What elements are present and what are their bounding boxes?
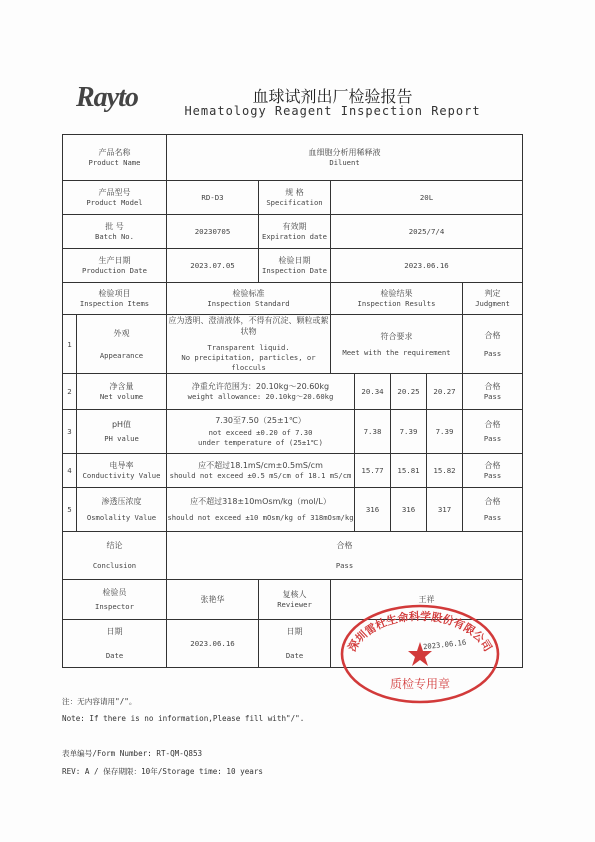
label-production-date: 生产日期 Production Date	[63, 249, 167, 283]
item-standard: 7.30至7.50（25±1℃） not exceed ±0.20 of 7.30 under temperature of (25±1℃)	[167, 410, 355, 454]
item-judgment: 合格 Pass	[463, 488, 523, 532]
item-result-1: 316	[355, 488, 391, 532]
header-results: 检验结果 Inspection Results	[331, 283, 463, 315]
label-expiry: 有效期 Expiration date	[259, 215, 331, 249]
note-en: Note: If there is no information,Please fill with"/".	[62, 714, 305, 723]
header-standard: 检验标准 Inspection Standard	[167, 283, 331, 315]
item-name: pH值 PH value	[77, 410, 167, 454]
value-reviewer: 王祥	[331, 580, 523, 620]
revision-storage: REV: A / 保存期限：10年/Storage time: 10 years	[62, 767, 264, 776]
row-product-name	[63, 135, 523, 181]
label-product-name: 产品名称 Product Name	[63, 135, 167, 181]
item-result-2: 7.39	[391, 410, 427, 454]
item-name: 外观 Appearance	[77, 315, 167, 374]
item-result: 符合要求 Meet with the requirement	[331, 315, 463, 374]
item-name: 电导率 Conductivity Value	[77, 454, 167, 488]
row-table-header	[63, 283, 523, 315]
value-spec: 20L	[331, 181, 523, 215]
form-number: 表单编号/Form Number: RT-QM-Q853	[62, 749, 203, 758]
item-standard: 净重允许范围为：20.10kg～20.60kg weight allowance: 20.10kg～20.60kg	[167, 374, 355, 410]
item-standard: 应为透明、澄清液体，不得有沉淀、颗粒或絮状物 Transparent liquid. No precipitation, particles, or flocculs	[168, 316, 329, 372]
label-inspection-date: 检验日期 Inspection Date	[259, 249, 331, 283]
item-judgment: 合格 Pass	[463, 374, 523, 410]
row-model	[63, 181, 523, 215]
label-date: 日期 Date	[63, 620, 167, 668]
label-model: 产品型号 Product Model	[63, 181, 167, 215]
row-conclusion	[63, 532, 523, 580]
item-number: 3	[63, 410, 77, 454]
report-title-en: Hematology Reagent Inspection Report	[184, 104, 481, 118]
label-spec: 规 格 Specification	[259, 181, 331, 215]
item-number: 4	[63, 454, 77, 488]
item-result-2: 20.25	[391, 374, 427, 410]
item-number: 5	[63, 488, 77, 532]
item-judgment: 合格 Pass	[463, 410, 523, 454]
label-conclusion: 结论 Conclusion	[63, 532, 167, 580]
value-inspection-date: 2023.06.16	[331, 249, 523, 283]
item-result-1: 20.34	[355, 374, 391, 410]
stamp-inner-text: 质检专用章	[389, 677, 451, 691]
value-product-name: 血细胞分析用稀释液 Diluent	[167, 135, 523, 181]
item-number: 2	[63, 374, 77, 410]
value-expiry: 2025/7/4	[331, 215, 523, 249]
item-result-1: 15.77	[355, 454, 391, 488]
report-title-cn: 血球试剂出厂检验报告	[252, 87, 413, 106]
header-judgment: 判定 Judgment	[463, 283, 523, 315]
item-judgment: 合格 Pass	[463, 315, 523, 374]
table-row	[63, 315, 523, 374]
item-result-3: 15.82	[427, 454, 463, 488]
label-inspector: 检验员 Inspector	[63, 580, 167, 620]
value-batch: 20230705	[167, 215, 259, 249]
table-row	[63, 410, 523, 454]
table-row	[63, 374, 523, 410]
row-batch	[63, 215, 523, 249]
label-reviewer: 复核人 Reviewer	[259, 580, 331, 620]
value-conclusion: 合格 Pass	[167, 532, 523, 580]
table-row	[63, 488, 523, 532]
company-logo: Rayto	[76, 82, 138, 113]
item-standard: 应不超过18.1mS/cm±0.5mS/cm should not exceed ±0.5 mS/cm of 18.1 mS/cm	[167, 454, 355, 488]
item-result-3: 20.27	[427, 374, 463, 410]
value-production-date: 2023.07.05	[167, 249, 259, 283]
item-name: 渗透压浓度 Osmolality Value	[77, 488, 167, 532]
quality-inspection-stamp	[338, 602, 502, 706]
item-name: 净含量 Net volume	[77, 374, 167, 410]
value-model: RD-D3	[167, 181, 259, 215]
item-result-3: 7.39	[427, 410, 463, 454]
item-result-3: 317	[427, 488, 463, 532]
table-row	[63, 454, 523, 488]
item-standard: 应不超过318±10mOsm/kg（mol/L） should not exceed ±10 mOsm/kg of 318mOsm/kg	[167, 488, 355, 532]
label-date-reviewer: 日期 Date	[259, 620, 331, 668]
item-judgment: 合格 Pass	[463, 454, 523, 488]
inspection-table	[62, 134, 523, 668]
value-date-inspector: 2023.06.16	[167, 620, 259, 668]
item-result-2: 316	[391, 488, 427, 532]
item-result-2: 15.81	[391, 454, 427, 488]
header-items: 检验项目 Inspection Items	[63, 283, 167, 315]
value-inspector: 张艳华	[167, 580, 259, 620]
note-cn: 注：无内容请用"/"。	[62, 697, 137, 706]
row-dates	[63, 249, 523, 283]
item-number: 1	[63, 315, 77, 374]
label-batch: 批 号 Batch No.	[63, 215, 167, 249]
stamp-company-text: 深圳雷杜生命科学股份有限公司	[345, 609, 495, 654]
reviewer-date-handwritten: 2023.06.16	[422, 637, 467, 652]
item-result-1: 7.38	[355, 410, 391, 454]
